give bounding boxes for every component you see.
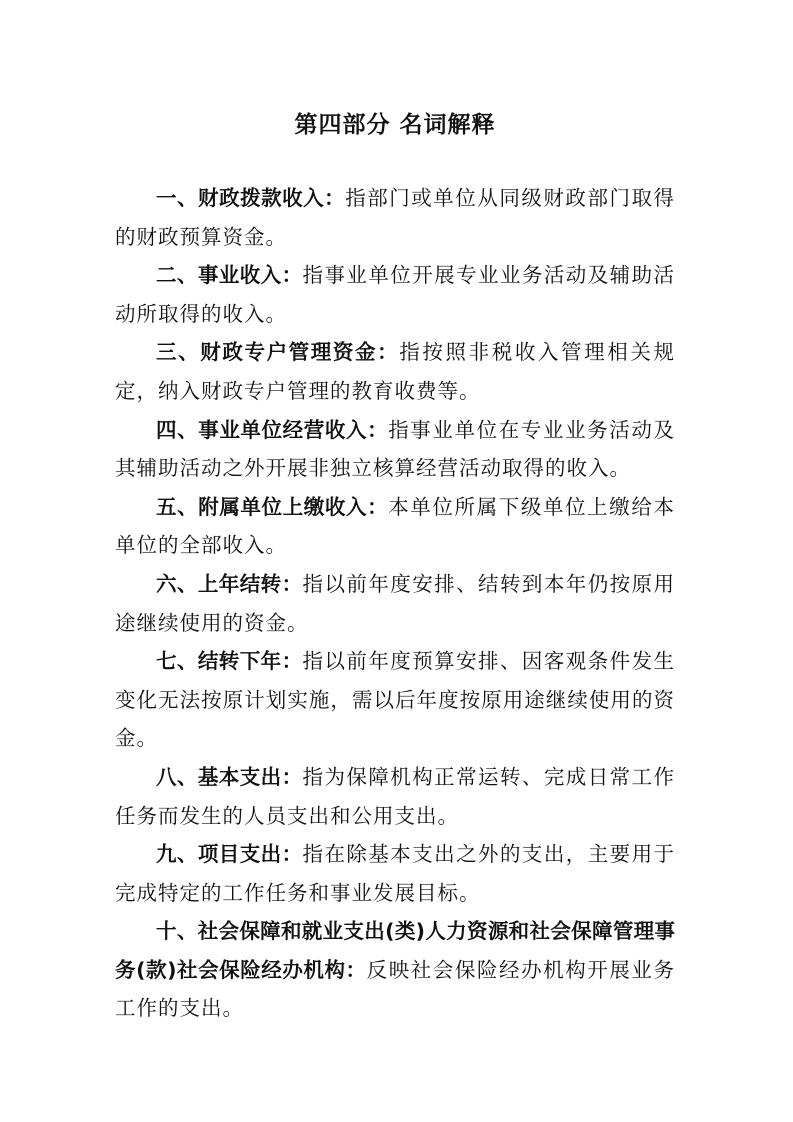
entry-1 xyxy=(115,179,675,256)
entry-term: 十、社会保障和就业支出(类)人力资源和社会保障管理事务(款)社会保险经办机构： xyxy=(115,919,675,982)
entry-10 xyxy=(115,912,675,1028)
entry-definition: 指以前年度预算安排、因客观条件发生变化无法按原计划实施，需以后年度按原用途继续使用的资金。 xyxy=(115,649,676,751)
entry-definition: 指部门或单位从同级财政部门取得的财政预算资金。 xyxy=(115,186,676,249)
entry-5 xyxy=(115,488,675,565)
entry-9 xyxy=(115,835,675,912)
entry-definition: 指事业单位开展专业业务活动及辅助活动所取得的收入。 xyxy=(115,263,676,326)
entry-term: 五、附属单位上缴收入： xyxy=(156,494,389,519)
entry-term: 七、结转下年： xyxy=(156,649,303,674)
entry-8 xyxy=(115,758,675,835)
entry-7 xyxy=(115,642,675,758)
page-title: 第四部分 名词解释 xyxy=(294,112,496,138)
entry-term: 九、项目支出： xyxy=(156,842,303,867)
entry-term: 六、上年结转： xyxy=(156,571,303,596)
entry-definition: 本单位所属下级单位上缴给本单位的全部收入。 xyxy=(115,494,676,558)
entry-definition: 反映社会保险经办机构开展业务工作的支出。 xyxy=(115,957,675,1021)
entry-term: 八、基本支出： xyxy=(156,764,303,789)
entry-3 xyxy=(115,333,675,410)
entry-definition: 指以前年度安排、结转到本年仍按原用途继续使用的资金。 xyxy=(115,571,676,635)
entry-2 xyxy=(115,256,675,333)
entry-term: 二、事业收入： xyxy=(156,263,303,288)
entry-6 xyxy=(115,565,675,642)
entry-definition: 指为保障机构正常运转、完成日常工作任务而发生的人员支出和公用支出。 xyxy=(115,764,676,828)
entry-definition: 指事业单位在专业业务活动及其辅助活动之外开展非独立核算经营活动取得的收入。 xyxy=(115,417,676,481)
entry-term: 四、事业单位经营收入： xyxy=(156,417,389,442)
entry-definition: 指在除基本支出之外的支出，主要用于完成特定的工作任务和事业发展目标。 xyxy=(115,842,676,905)
entry-term: 一、财政拨款收入： xyxy=(156,186,346,210)
entry-definition: 指按照非税收入管理相关规定，纳入财政专户管理的教育收费等。 xyxy=(115,340,675,403)
entry-term: 三、财政专户管理资金： xyxy=(156,340,400,365)
entry-4 xyxy=(115,411,675,488)
